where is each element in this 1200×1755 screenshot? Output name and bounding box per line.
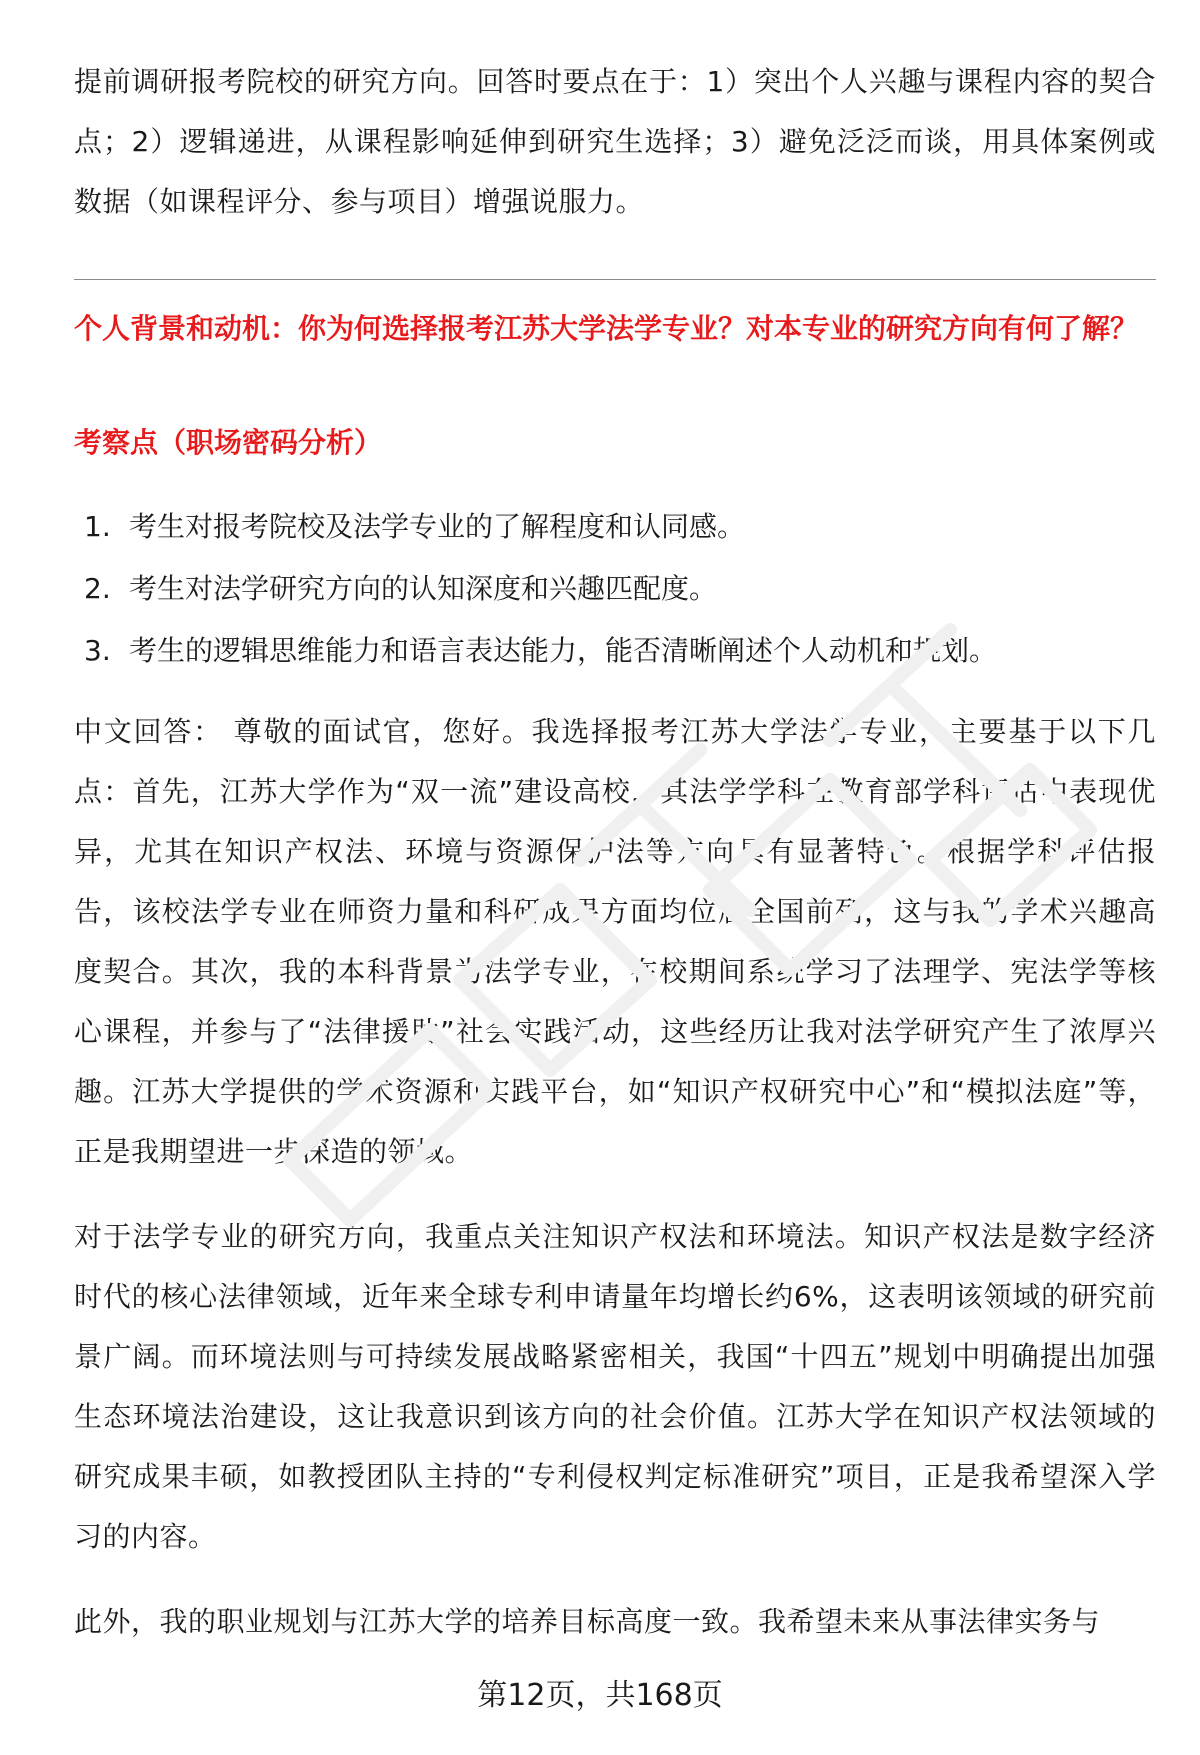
list-item-text: 考生对法学研究方向的认知深度和兴趣匹配度。 bbox=[129, 572, 718, 605]
page-footer: 第12页，共168页 bbox=[477, 1678, 723, 1713]
list-item-number: 2. bbox=[84, 572, 111, 605]
list-item bbox=[84, 620, 997, 682]
list-item bbox=[84, 496, 997, 558]
answer-paragraph-1: 中文回答： 尊敬的面试官，您好。我选择报考江苏大学法学专业，主要基于以下几点：首先，江苏大学作为“双一流”建设高校，其法学学科在教育部学科评估中表现优异，尤其在知识产权法、环境与资源保护法等方向具有显著特色。根据学科评估报告，该校法学专业在师资力量和科研成果方面均位居全国前列，这与我的学术兴趣高度契合。其次，我的本科背景为法学专业，在校期间系统学习了法理学、宪法学等核心课程，并参与了“法律援助”社会实践活动，这些经历让我对法学研究产生了浓厚兴趣。江苏大学提供的学术资源和实践平台，如“知识产权研究中心”和“模拟法庭”等，正是我期望进一步深造的领域。 bbox=[74, 715, 1156, 1168]
answer-paragraph-3: 此外，我的职业规划与江苏大学的培养目标高度一致。我希望未来从事法律实务与 bbox=[74, 1605, 1101, 1638]
assessment-points-heading: 考察点（职场密码分析） bbox=[74, 426, 383, 459]
intro-paragraph: 提前调研报考院校的研究方向。回答时要点在于：1）突出个人兴趣与课程内容的契合点；2）逻辑递进，从课程影响延伸到研究生选择；3）避免泛泛而谈，用具体案例或数据（如课程评分、参与项目）增强说服力。 bbox=[74, 65, 1156, 218]
list-item bbox=[84, 558, 997, 620]
list-item-number: 1. bbox=[84, 510, 111, 543]
list-item-text: 考生对报考院校及法学专业的了解程度和认同感。 bbox=[129, 510, 746, 543]
list-item-number: 3. bbox=[84, 634, 111, 667]
question-heading: 个人背景和动机：你为何选择报考江苏大学法学专业？对本专业的研究方向有何了解？ bbox=[74, 312, 1139, 345]
section-divider bbox=[74, 279, 1156, 280]
list-item-text: 考生的逻辑思维能力和语言表达能力，能否清晰阐述个人动机和规划。 bbox=[129, 634, 998, 667]
assessment-points-list bbox=[84, 496, 997, 682]
answer-paragraph-2: 对于法学专业的研究方向，我重点关注知识产权法和环境法。知识产权法是数字经济时代的核心法律领域，近年来全球专利申请量年均增长约6%，这表明该领域的研究前景广阔。而环境法则与可持续发展战略紧密相关，我国“十四五”规划中明确提出加强生态环境法治建设，这让我意识到该方向的社会价值。江苏大学在知识产权法领域的研究成果丰硕，如教授团队主持的“专利侵权判定标准研究”项目，正是我希望深入学习的内容。 bbox=[74, 1220, 1156, 1553]
